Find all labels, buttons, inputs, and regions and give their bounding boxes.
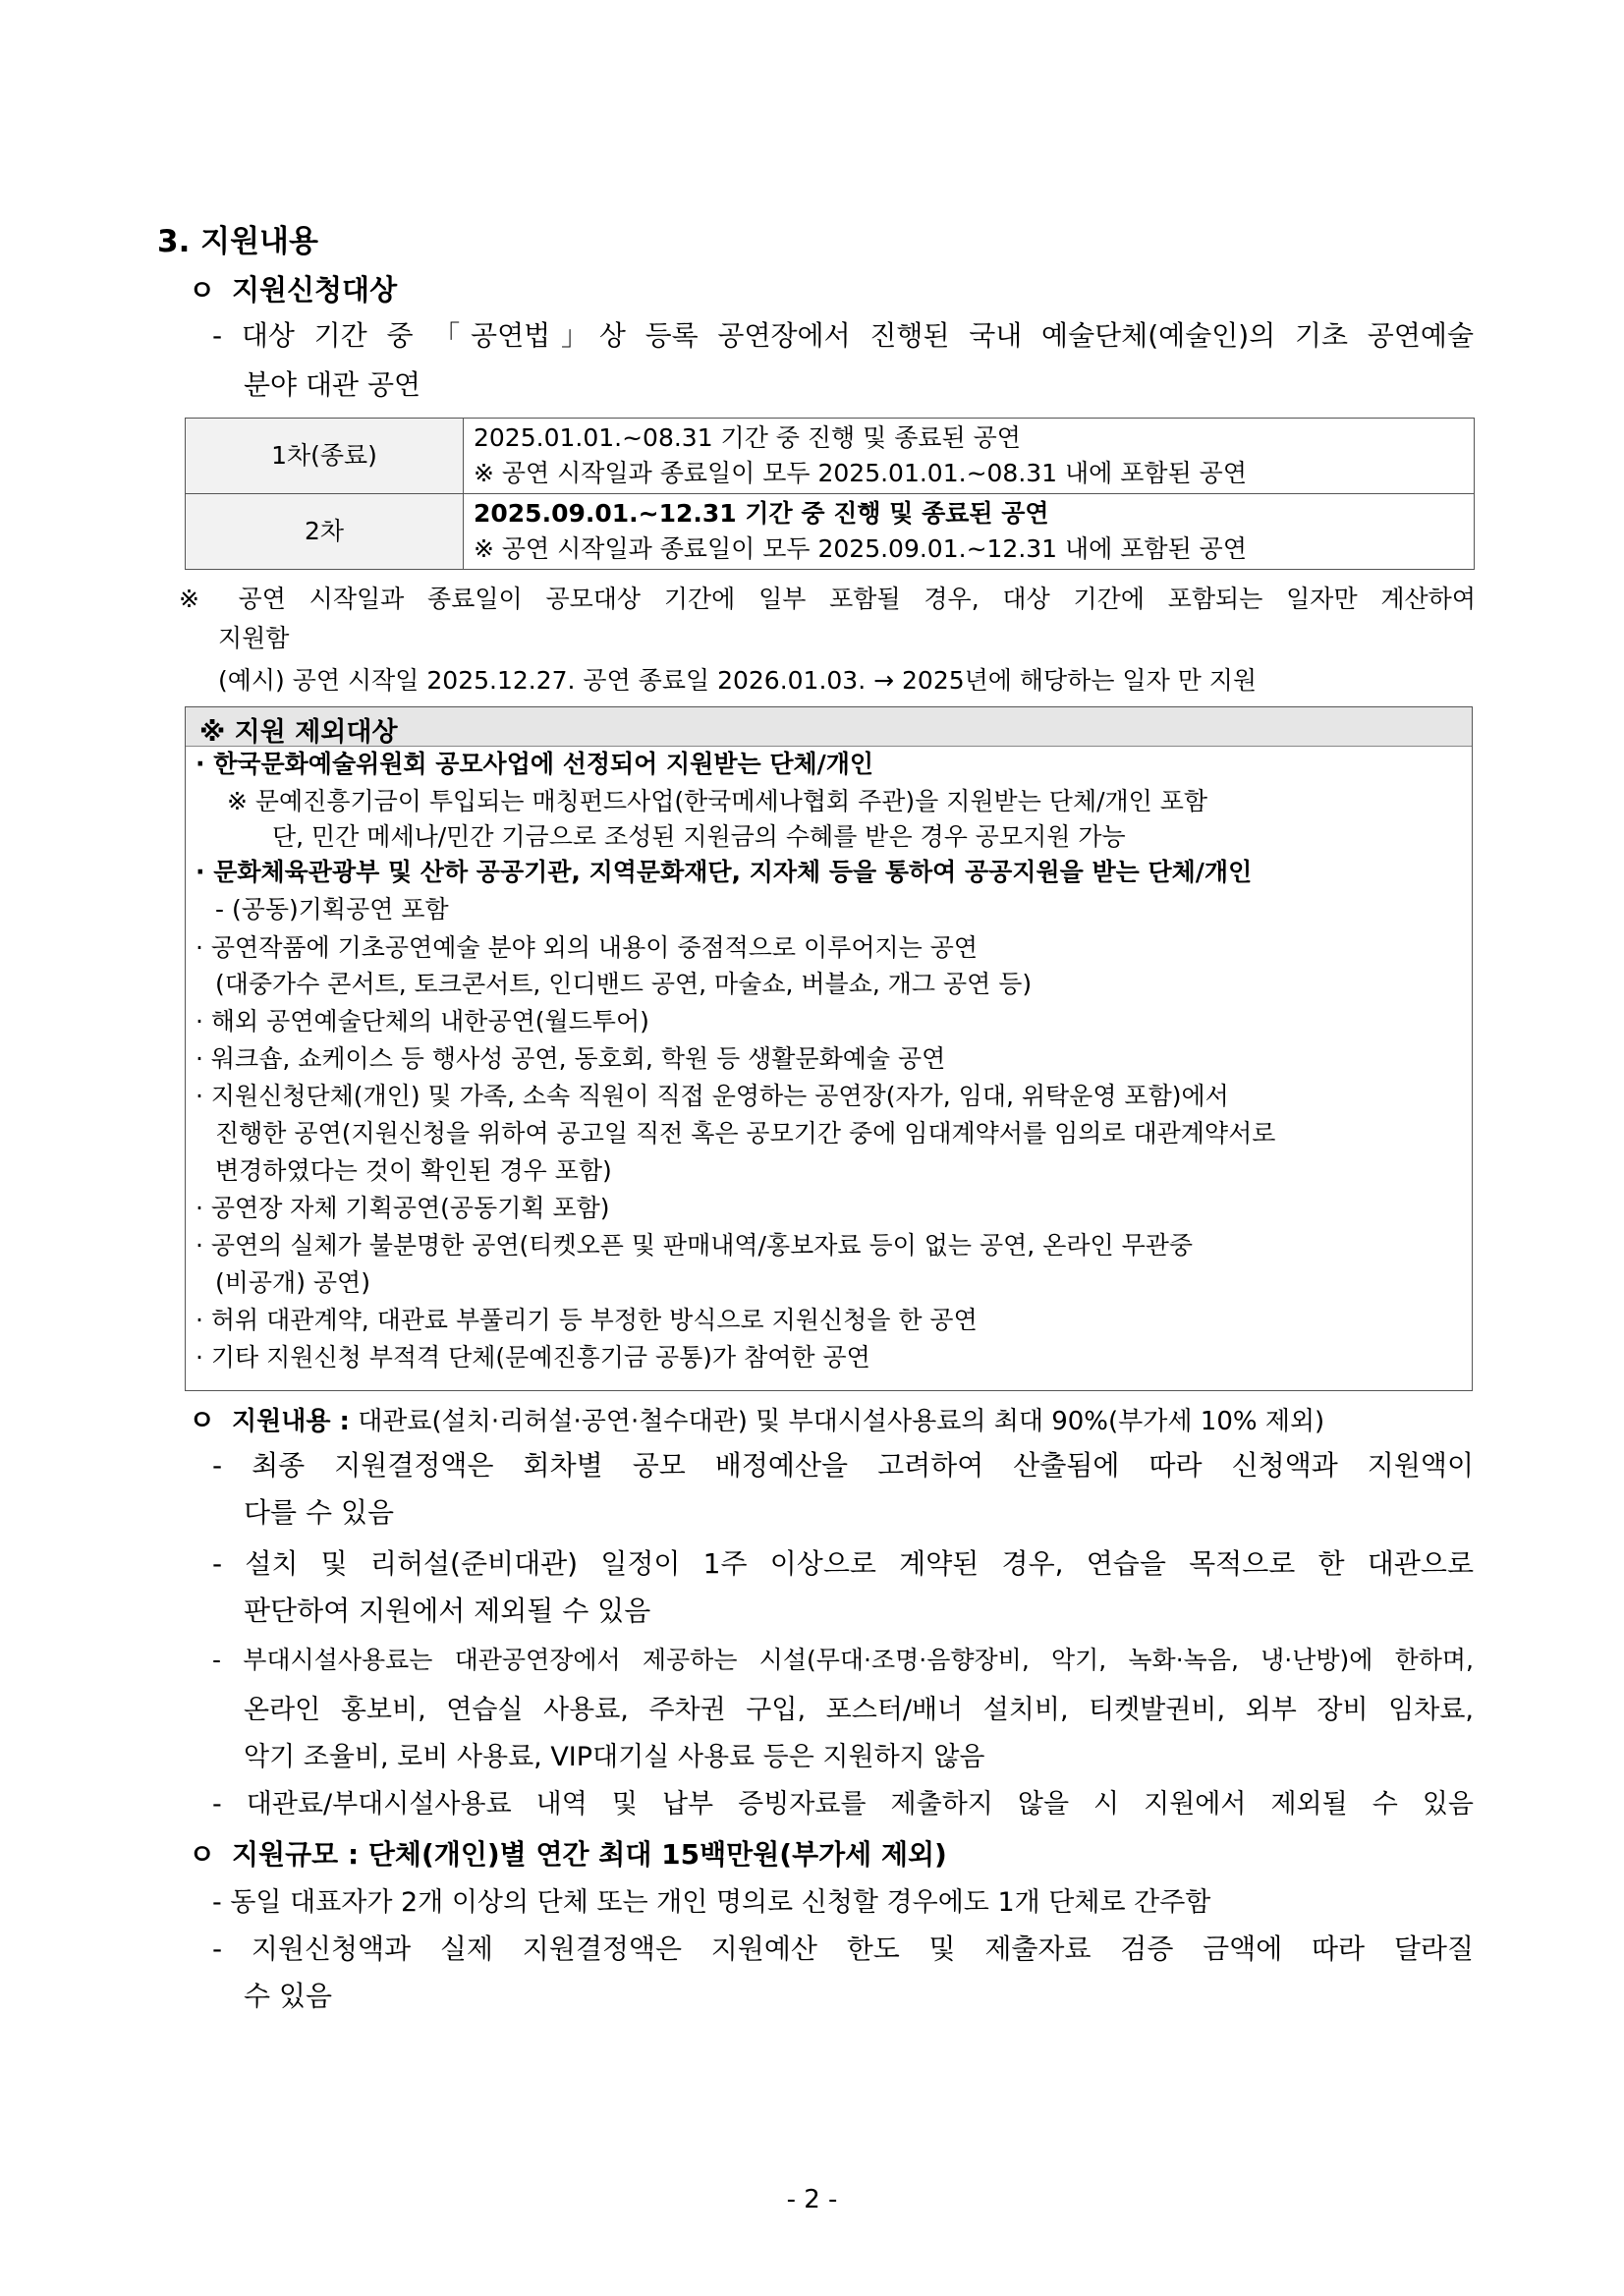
target-example: (예시) 공연 시작일 2025.12.27. 공연 종료일 2026.01.03. → 2025년에 해당하는 일자 만 지원 — [218, 666, 1258, 695]
exclusion-subitem: (대중가수 콘서트, 토크콘서트, 인디밴드 공연, 마술쇼, 버블쇼, 개그 공연 등) — [215, 970, 1033, 998]
support-item: - 설치 및 리허설(준비대관) 일정이 1주 이상으로 계약된 경우, 연습을 목적으로 한 대관으로 — [212, 1547, 1474, 1580]
exclusion-item-cont: 진행한 공연(지원신청을 위하여 공고일 직전 혹은 공모기간 중에 임대계약서를 임의로 대관계약서로 — [215, 1119, 1276, 1148]
table-row — [186, 494, 1475, 570]
scale-item: - 지원신청액과 실제 지원결정액은 지원예산 한도 및 제출자료 검증 금액에 따라 달라질 — [212, 1932, 1474, 1965]
exclusion-item: · 공연작품에 기초공연예술 분야 외의 내용이 중점적으로 이루어지는 공연 — [196, 933, 979, 962]
scale-heading-text: 지원규모 : 단체(개인)별 연간 최대 15백만원(부가세 제외) — [232, 1838, 947, 1871]
exclusion-item: · 해외 공연예술단체의 내한공연(월드투어) — [196, 1007, 649, 1036]
circle-bullet-icon: ㅇ — [189, 1838, 216, 1871]
target-desc-line1: - 대상 기간 중 「공연법」상 등록 공연장에서 진행된 국내 예술단체(예술인)의 기초 공연예술 — [212, 319, 1474, 352]
round-period: 2025.09.01.~12.31 기간 중 진행 및 종료된 공연 — [474, 499, 1049, 528]
support-item-cont: 다를 수 있음 — [244, 1496, 395, 1529]
exclusion-item: · 워크숍, 쇼케이스 등 행사성 공연, 동호회, 학원 등 생활문화예술 공연 — [196, 1044, 946, 1073]
target-heading-text: 지원신청대상 — [232, 273, 398, 307]
support-heading-label: 지원내용 : — [232, 1407, 350, 1436]
support-item: - 최종 지원결정액은 회차별 공모 배정예산을 고려하여 산출됨에 따라 신청액과 지원액이 — [212, 1449, 1474, 1482]
target-note-line2: 지원함 — [218, 624, 290, 652]
support-item-cont: 악기 조율비, 로비 사용료, VIP대기실 사용료 등은 지원하지 않음 — [244, 1742, 985, 1772]
exclusion-header — [186, 707, 1472, 747]
support-heading — [189, 1399, 1324, 1438]
page-number: - 2 - — [786, 2185, 838, 2214]
scale-item-cont: 수 있음 — [244, 1980, 333, 2012]
exclusion-item: · 허위 대관계약, 대관료 부풀리기 등 부정한 방식으로 지원신청을 한 공연 — [196, 1306, 978, 1334]
round-period: 2025.01.01.~08.31 기간 중 진행 및 종료된 공연 — [474, 423, 1021, 452]
target-heading — [189, 268, 397, 308]
exclusion-subitem: ※ 문예진흥기금이 투입되는 매칭펀드사업(한국메세나협회 주관)을 지원받는 단체/개인 포함 — [227, 787, 1208, 815]
exclusion-item: · 지원신청단체(개인) 및 가족, 소속 직원이 직접 운영하는 공연장(자가, 임대, 위탁운영 포함)에서 — [196, 1082, 1229, 1110]
round-note: ※ 공연 시작일과 종료일이 모두 2025.09.01.~12.31 내에 포함된 공연 — [474, 534, 1247, 563]
circle-bullet-icon: ㅇ — [189, 274, 216, 307]
exclusion-item-cont: 변경하였다는 것이 확인된 경우 포함) — [215, 1156, 612, 1185]
target-desc-line2: 분야 대관 공연 — [244, 368, 421, 401]
exclusion-box — [185, 706, 1473, 1391]
target-note-line1: ※ 공연 시작일과 종료일이 공모대상 기간에 일부 포함될 경우, 대상 기간에 포함되는 일자만 계산하여 — [179, 585, 1476, 613]
period-table — [185, 418, 1475, 570]
exclusion-subitem: 단, 민간 메세나/민간 기금으로 조성된 지원금의 수혜를 받은 경우 공모지원 가능 — [272, 822, 1126, 851]
support-item-cont: 판단하여 지원에서 제외될 수 있음 — [244, 1595, 651, 1627]
exclusion-item: · 한국문화예술위원회 공모사업에 선정되어 지원받는 단체/개인 — [196, 750, 874, 778]
exclusion-item-cont: (비공개) 공연) — [215, 1268, 370, 1297]
exclusion-item: · 공연장 자체 기획공연(공동기획 포함) — [196, 1194, 610, 1222]
circle-bullet-icon: ㅇ — [189, 1404, 216, 1436]
support-heading-text: 대관료(설치·리허설·공연·철수대관) 및 부대시설사용료의 최대 90%(부가세 10% 제외) — [358, 1407, 1325, 1436]
round-label: 1차(종료) — [186, 419, 464, 494]
scale-heading — [189, 1833, 947, 1873]
support-item: - 대관료/부대시설사용료 내역 및 납부 증빙자료를 제출하지 않을 시 지원에서 제외될 수 있음 — [212, 1789, 1474, 1820]
round-label: 2차 — [186, 494, 464, 570]
table-row — [186, 419, 1475, 494]
exclusion-item: · 문화체육관광부 및 산하 공공기관, 지역문화재단, 지자체 등을 통하여 공공지원을 받는 단체/개인 — [196, 858, 1253, 886]
exclusion-item: · 기타 지원신청 부적격 단체(문예진흥기금 공통)가 참여한 공연 — [196, 1343, 870, 1372]
section-title: 3. 지원내용 — [157, 224, 318, 259]
exclusion-subitem: - (공동)기획공연 포함 — [215, 895, 449, 924]
exclusion-item: · 공연의 실체가 불분명한 공연(티켓오픈 및 판매내역/홍보자료 등이 없는 공연, 온라인 무관중 — [196, 1231, 1194, 1260]
round-detail — [464, 494, 1475, 570]
round-detail — [464, 419, 1475, 494]
scale-item: - 동일 대표자가 2개 이상의 단체 또는 개인 명의로 신청할 경우에도 1개 단체로 간주함 — [212, 1887, 1211, 1918]
round-note: ※ 공연 시작일과 종료일이 모두 2025.01.01.~08.31 내에 포함된 공연 — [474, 459, 1247, 487]
support-item: - 부대시설사용료는 대관공연장에서 제공하는 시설(무대·조명·음향장비, 악기, 녹화·녹음, 냉·난방)에 한하며, — [212, 1646, 1474, 1674]
support-item-cont: 온라인 홍보비, 연습실 사용료, 주차권 구입, 포스터/배너 설치비, 티켓발권비, 외부 장비 임차료, — [244, 1695, 1474, 1725]
exclusion-title: ※ 지원 제외대상 — [199, 717, 398, 748]
